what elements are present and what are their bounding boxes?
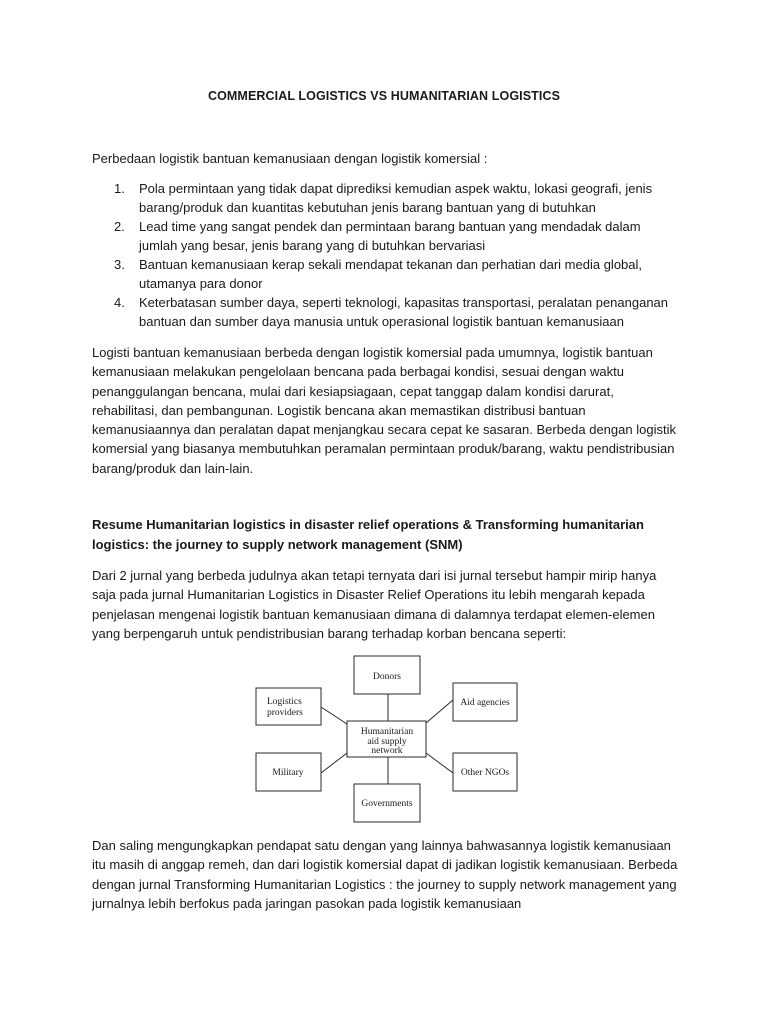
differences-list: [92, 179, 682, 331]
list-item-text: Keterbatasan sumber daya, seperti teknologi, kapasitas transportasi, peralatan penanganan bantuan dan sumber daya manusia untuk operasional logistik bantuan kemanusiaan: [139, 295, 669, 329]
donors-label: Donors: [373, 672, 401, 682]
list-item-text: Lead time yang sangat pendek dan permintaan barang bantuan yang mendadak dalam jumlah yang besar, jenis barang yang di butuhkan bervariasi: [139, 219, 641, 253]
resume-heading: Resume Humanitarian logistics in disaster relief operations & Transforming humanitarian logistics: the journey to supply network management (SNM): [92, 517, 644, 552]
list-item-number: 2.: [114, 219, 125, 234]
document-title: COMMERCIAL LOGISTICS VS HUMANITARIAN LOGISTICS: [207, 89, 561, 103]
connector-other-ngos: [426, 753, 453, 773]
other-ngos-label: Other NGOs: [460, 768, 510, 778]
list-item-number: 1.: [114, 181, 125, 196]
logistics-providers-label-line-1: Logistics: [267, 697, 302, 707]
center-label-line-2: aid supply: [367, 737, 407, 747]
supply-network-diagram: [245, 652, 535, 827]
military-label: Military: [272, 768, 304, 778]
list-item: [92, 255, 682, 293]
connector-aid-agencies: [426, 700, 453, 723]
aid-agencies-label: Aid agencies: [460, 698, 510, 708]
connector-military: [321, 753, 347, 773]
logistics-providers-label-line-2: providers: [267, 708, 303, 718]
list-item: [92, 179, 682, 217]
connector-logistics-providers: [321, 707, 347, 724]
center-label-line-3: network: [371, 746, 403, 756]
list-item-text: Bantuan kemanusiaan kerap sekali mendapat tekanan dan perhatian dari media global, utamanya para donor: [139, 257, 643, 291]
center-label-line-1: Humanitarian: [360, 727, 414, 737]
paragraph-comparison: Logisti bantuan kemanusiaan berbeda dengan logistik komersial pada umumnya, logistik bantuan kemanusiaan melakukan pengelolaan bencana pada berbagai kondisi, sesuai dengan waktu penanggulangan bencana, mulai dari kesiapsiagaan, cepat tanggap dalam kondisi darurat, rehabilitasi, dan pembangunan. Logistik bencana akan memastikan distribusi bantuan kemanusiaannya dan peralatan dapat menjangkau secara cepat ke sasaran. Berbeda dengan logistik komersial yang biasanya membutuhkan peramalan permintaan produk/barang, waktu pendistribusian barang/produk dan lain-lain.: [92, 345, 676, 476]
list-item-text: Pola permintaan yang tidak dapat diprediksi kemudian aspek waktu, lokasi geografi, jenis barang/produk dan kuantitas kebutuhan jenis barang bantuan yang di butuhkan: [139, 181, 653, 215]
list-item-number: 4.: [114, 295, 125, 310]
list-item: [92, 217, 682, 255]
diagram-svg: [245, 652, 535, 827]
paragraph-journals: Dari 2 jurnal yang berbeda judulnya akan tetapi ternyata dari isi jurnal tersebut hampir mirip hanya saja pada jurnal Humanitarian Logistics in Disaster Relief Operations itu lebih mengarah kepada penjelasan mengenai logistik bantuan kemanusiaan dimana di dalamnya terdapat elemen-elemen yang berpengaruh untuk pendistribusian barang terhadap korban bencana seperti:: [92, 568, 657, 641]
list-item: [92, 293, 682, 331]
intro-text: Perbedaan logistik bantuan kemanusiaan dengan logistik komersial :: [92, 151, 488, 166]
governments-label: Governments: [361, 799, 413, 809]
paragraph-conclusion: Dan saling mengungkapkan pendapat satu dengan yang lainnya bahwasannya logistik kemanusiaan itu masih di anggap remeh, dan dari logistik komersial dapat di jadikan logistik kemanusiaan. Berbeda dengan jurnal Transforming Humanitarian Logistics : the journey to supply network management yang jurnalnya lebih berfokus pada jaringan pasokan pada logistik kemanusiaan: [92, 838, 678, 911]
list-item-number: 3.: [114, 257, 125, 272]
